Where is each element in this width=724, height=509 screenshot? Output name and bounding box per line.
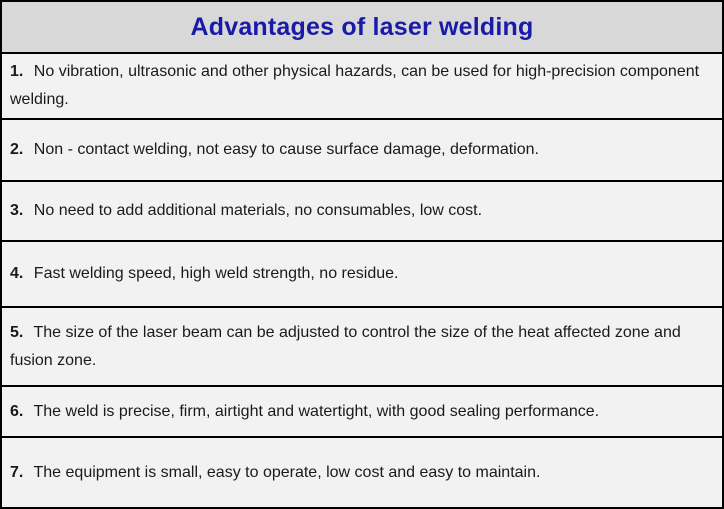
row-number: 5. [10,323,24,341]
row-body: No vibration, ultrasonic and other physical hazards, can be used for high-precision component welding. [10,63,700,108]
row-number: 4. [10,265,24,282]
row-number: 3. [10,202,24,219]
table-row-4 [2,242,722,308]
row-text [10,319,712,375]
page-title: Advantages of laser welding [190,12,534,41]
row-number: 6. [10,402,24,420]
row-text [10,260,398,288]
row-number: 7. [10,463,24,481]
row-text [10,58,712,114]
row-body: The equipment is small, easy to operate, low cost and easy to maintain. [33,463,541,481]
row-body: The weld is precise, firm, airtight and watertight, with good sealing performance. [33,402,600,420]
row-text [10,136,539,164]
row-body: Fast welding speed, high weld strength, no residue. [33,265,399,282]
row-body: Non - contact welding, not easy to cause surface damage, deformation. [33,141,539,158]
row-body: The size of the laser beam can be adjusted to control the size of the heat affected zone and fusion zone. [10,323,681,369]
row-text [10,459,540,487]
table-header [2,2,722,54]
row-number: 2. [10,141,24,158]
table-row-2 [2,120,722,182]
row-number: 1. [10,63,24,80]
table-row-5 [2,308,722,387]
table-row-3 [2,182,722,242]
table-row-6 [2,387,722,438]
table-row-1 [2,54,722,120]
table-row-7 [2,438,722,507]
row-text [10,398,599,426]
row-text [10,197,482,225]
row-body: No need to add additional materials, no consumables, low cost. [33,202,483,219]
